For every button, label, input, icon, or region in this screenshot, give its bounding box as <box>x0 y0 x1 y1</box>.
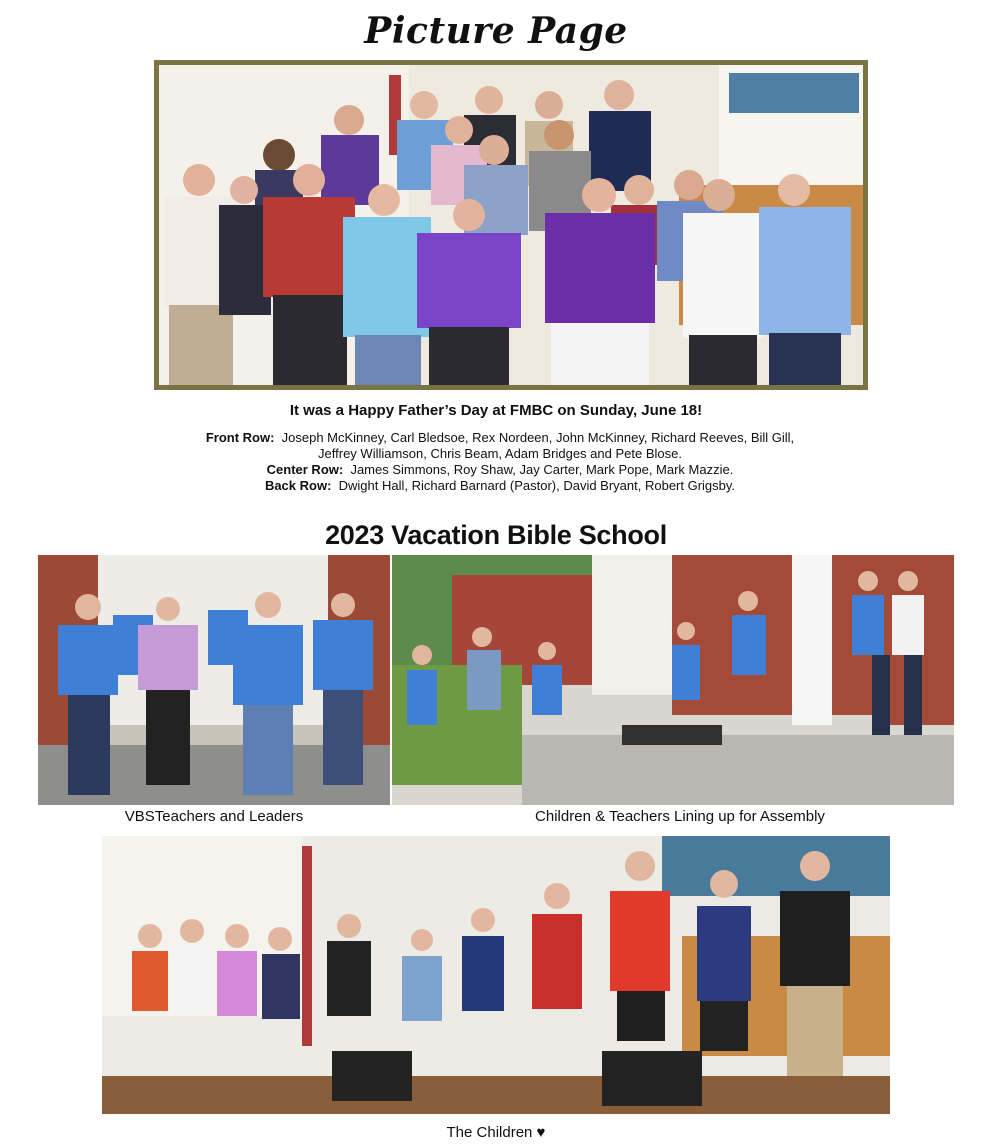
fathers-day-caption: It was a Happy Father’s Day at FMBC on Sunday, June 18! <box>289 402 703 419</box>
back-row-names: Dwight Hall, Richard Barnard (Pastor), David Bryant, Robert Grigsby. <box>338 478 736 493</box>
center-row-label: Center Row: <box>266 462 344 477</box>
vbs-children-photo <box>102 836 890 1114</box>
front-row-names-2: Jeffrey Williamson, Chris Beam, Adam Bridges and Pete Blose. <box>318 446 682 461</box>
children-caption: The Children ♥ <box>446 1124 546 1141</box>
front-row-line-2 <box>100 446 900 462</box>
fathers-day-group-photo <box>159 65 863 385</box>
page-title: Picture Page <box>364 10 628 52</box>
name-rows <box>100 430 900 494</box>
center-row-names: James Simmons, Roy Shaw, Jay Carter, Mark Pope, Mark Mazzie. <box>350 462 734 477</box>
back-row-label: Back Row: <box>264 478 332 493</box>
front-row-line-1 <box>100 430 900 446</box>
front-row-label: Front Row: <box>205 430 275 445</box>
fathers-day-photo-frame <box>154 60 868 390</box>
center-row-line <box>100 462 900 478</box>
vbs-section-title: 2023 Vacation Bible School <box>325 520 667 550</box>
vbs-teachers-photo <box>38 555 390 805</box>
vbs-assembly-photo <box>392 555 954 805</box>
teachers-caption: VBSTeachers and Leaders <box>124 808 304 825</box>
back-row-line <box>100 478 900 494</box>
front-row-names-1: Joseph McKinney, Carl Bledsoe, Rex Nordeen, John McKinney, Richard Reeves, Bill Gill, <box>281 430 795 445</box>
assembly-caption: Children & Teachers Lining up for Assembly <box>535 808 825 825</box>
